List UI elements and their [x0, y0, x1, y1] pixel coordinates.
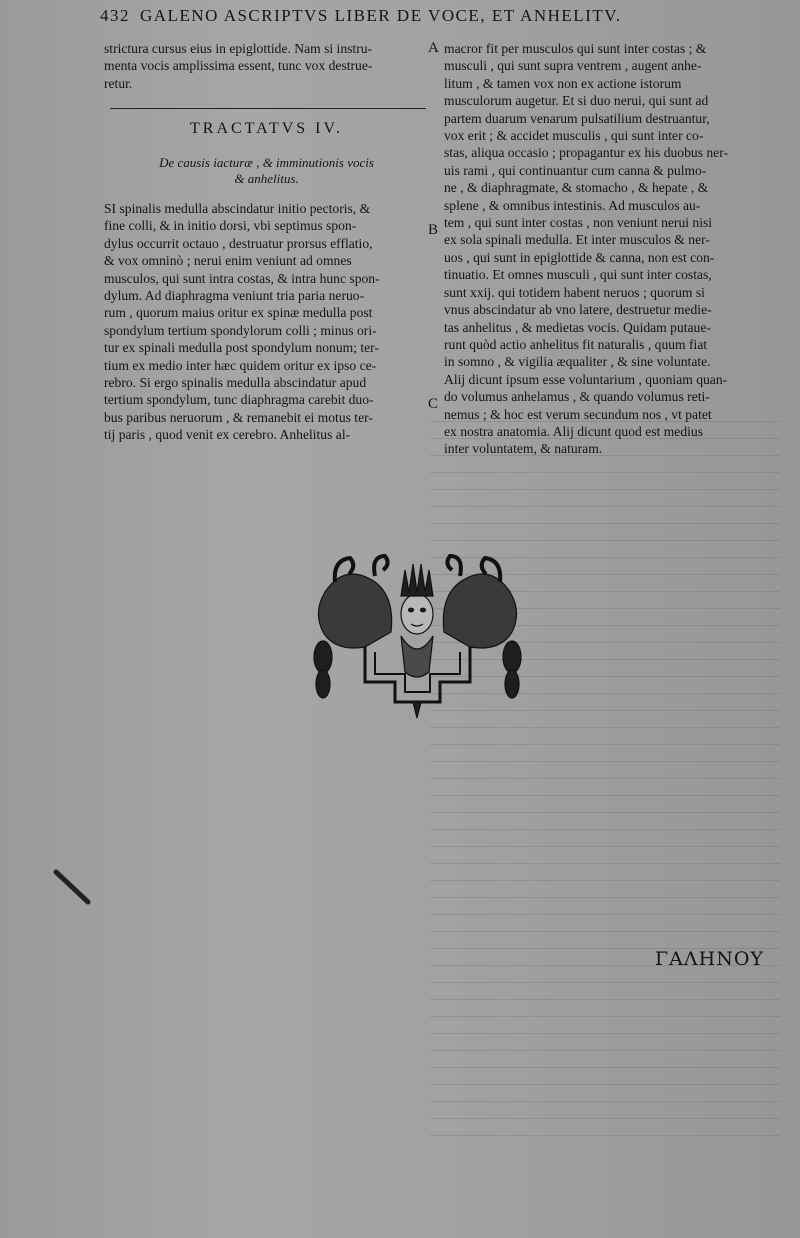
- text-line: in somno , & vigilia æqualiter , & sine voluntate.: [444, 354, 711, 370]
- text-line: & vox omninò ; nerui enim veniunt ad omnes: [104, 253, 352, 269]
- left-column-top: [104, 40, 429, 92]
- margin-marker-c: C: [428, 396, 439, 412]
- text-line: runt quòd actio anhelitus fit naturalis , quum fiat: [444, 336, 708, 352]
- text-line: rum , quorum maius oritur ex spinæ medulla post: [104, 305, 373, 321]
- text-line: menta vocis amplissima essent, tunc vox destrue-: [104, 58, 373, 74]
- text-line: tinuatio. Et omnes musculi , qui sunt inter costas,: [444, 267, 712, 283]
- text-line: retur.: [104, 75, 133, 91]
- margin-marker-b: B: [428, 222, 439, 238]
- page-number: 432: [100, 6, 130, 25]
- text-line: ne , & diaphragmate, & stomacho , & hepate , &: [444, 180, 709, 196]
- running-head: [100, 6, 790, 26]
- woodcut-ornament-icon: [305, 552, 530, 724]
- text-line: dylum. Ad diaphragma veniunt tria paria neruo-: [104, 288, 365, 304]
- running-title: GALENO ASCRIPTVS LIBER DE VOCE, ET ANHELITV.: [140, 6, 622, 25]
- text-line: tur ex spinali medulla post spondylum nonum; ter-: [104, 340, 379, 356]
- text-line: spondylum tertium spondylorum colli ; minus ori-: [104, 322, 377, 338]
- text-line: ex sola spinali medulla. Et inter musculos & ner-: [444, 232, 710, 248]
- catchword: ΓΑΛΗΝΟΥ: [655, 948, 764, 970]
- margin-pen-mark-icon: [52, 868, 92, 908]
- text-line: vox erit ; & accidet musculis , qui sunt inter co-: [444, 128, 704, 144]
- section-subtitle: [104, 155, 429, 187]
- text-line: rebro. Si ergo spinalis medulla abscindatur apud: [104, 375, 367, 391]
- text-line: musculorum augetur. Et si duo nerui, qui sunt ad: [444, 93, 709, 109]
- text-line: litum , & tamen vox non ex actione istorum: [444, 75, 682, 91]
- text-line: SI spinalis medulla abscindatur initio pectoris, &: [104, 201, 371, 216]
- section-divider: [110, 108, 426, 109]
- text-line: stas, aliqua occasio ; propagantur ex his duobus ner-: [444, 145, 728, 161]
- text-line: do volumus anhelamus , & quando volumus reti-: [444, 389, 710, 405]
- text-line: fine colli, & in initio dorsi, vbi septimus spon-: [104, 218, 357, 234]
- text-line: tium ex medio inter hæc quidem oritur ex ipso ce-: [104, 357, 377, 373]
- margin-marker-a: A: [428, 40, 439, 56]
- text-line: tem , qui sunt inter costas , non veniunt nerui nisi: [444, 215, 713, 231]
- subtitle-line: De causis iacturæ , & imminutionis vocis: [159, 155, 374, 170]
- text-line: vnus abscindatur ab vno latere, destruetur medie-: [444, 302, 712, 318]
- text-line: bus paribus neruorum , & remanebit ei motus ter-: [104, 409, 373, 425]
- text-line: Alij dicunt ipsum esse voluntarium , quoniam quan-: [444, 371, 728, 387]
- text-line: uis rami , qui continuantur cum canna & pulmo-: [444, 162, 707, 178]
- bleed-through-texture: [430, 410, 780, 1150]
- text-line: nemus ; & hoc est verum secundum nos , vt patet: [444, 406, 712, 422]
- text-line: splene , & omnibus intestinis. Ad musculos au-: [444, 197, 701, 213]
- subtitle-line: & anhelitus.: [234, 171, 299, 186]
- text-line: tertium spondylum, tunc diaphragma carebit duo-: [104, 392, 374, 408]
- text-line: tas anhelitus , & medietas vocis. Quidam putaue-: [444, 319, 711, 335]
- text-line: ex nostra anatomia. Alij dicunt quod est medius: [444, 423, 703, 439]
- right-column: [444, 40, 774, 458]
- left-column-body: [104, 200, 429, 444]
- text-line: uos , qui sunt in epiglottide & canna, non est con-: [444, 249, 715, 265]
- text-line: partem duarum venarum pulsatilium destruantur,: [444, 110, 710, 126]
- section-title: TRACTATVS IV.: [190, 120, 343, 137]
- text-line: musculi , qui sunt supra ventrem , augent anhe-: [444, 58, 702, 74]
- text-line: tij paris , quod venit ex cerebro. Anhelitus al-: [104, 427, 351, 443]
- text-line: sunt xxij. qui totidem habent neruos ; quorum si: [444, 284, 705, 300]
- text-line: inter voluntatem, & naturam.: [444, 441, 603, 457]
- text-line: musculos, qui sunt intra costas, & intra hunc spon-: [104, 270, 380, 286]
- text-line: strictura cursus eius in epiglottide. Nam si instru-: [104, 41, 373, 56]
- text-line: macror fit per musculos qui sunt inter costas ; &: [444, 41, 707, 56]
- text-line: dylus occurrit octauo , destruatur prorsus efflatio,: [104, 235, 373, 251]
